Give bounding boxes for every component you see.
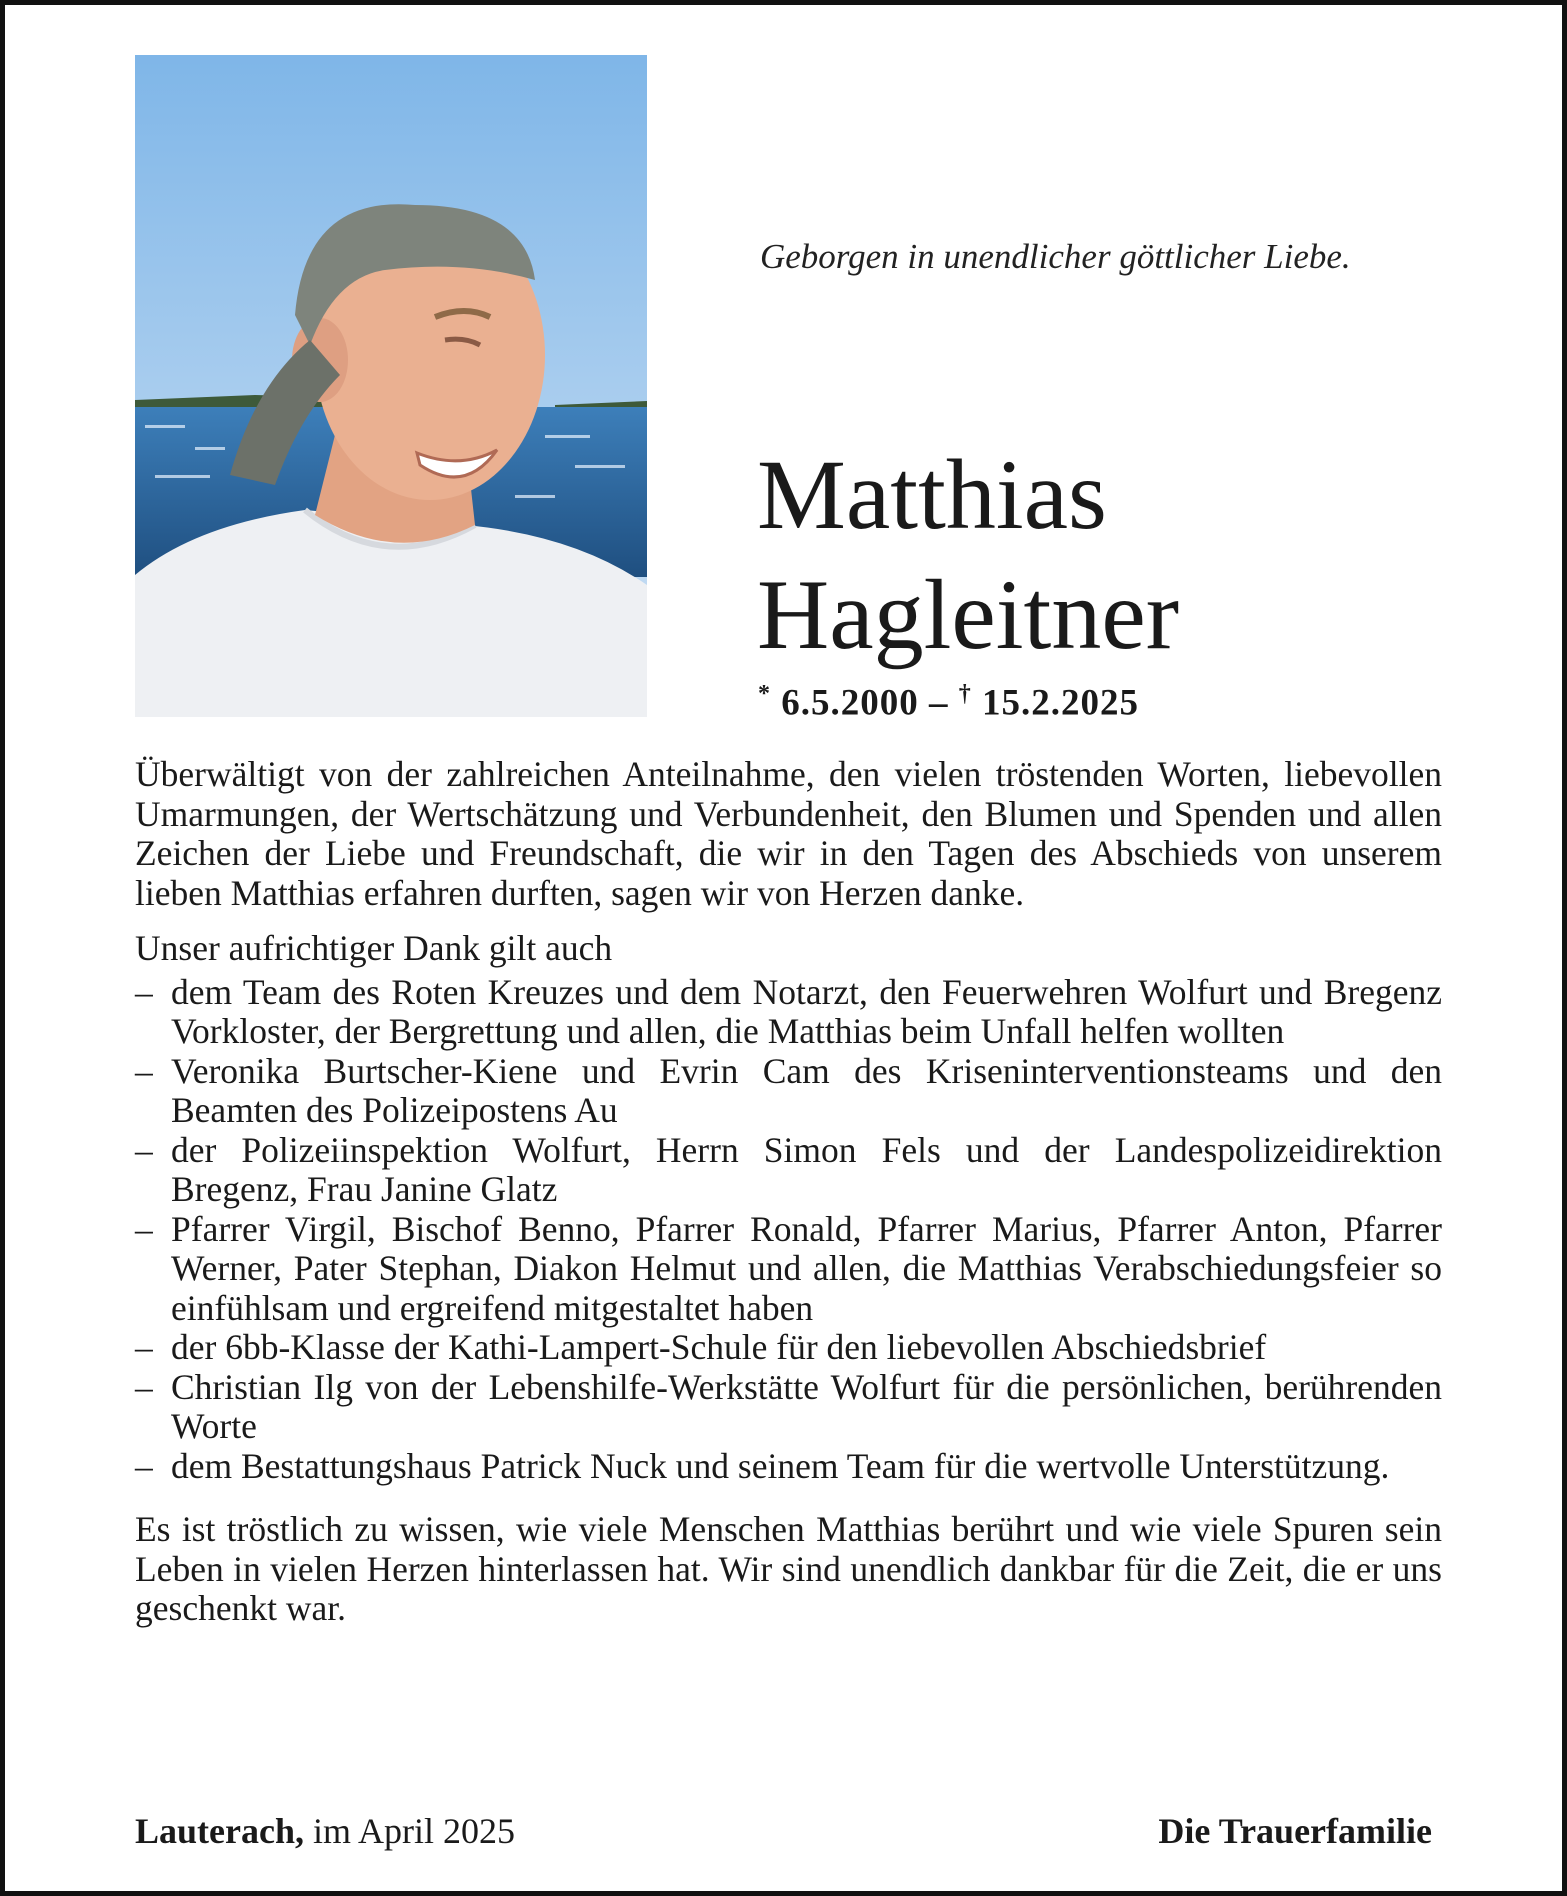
list-item: – dem Bestattungshaus Patrick Nuck und seinem Team für die wertvolle Unterstützung. xyxy=(135,1447,1442,1487)
first-name: Matthias xyxy=(757,439,1107,550)
signature-family: Die Trauerfamilie xyxy=(1158,1811,1432,1851)
list-item: – Christian Ilg von der Lebenshilfe-Werkstätte Wolfurt für die persönlichen, berührenden Worte xyxy=(135,1368,1442,1447)
portrait-photo xyxy=(135,55,647,717)
last-name: Hagleitner xyxy=(757,559,1180,670)
birth-date: 6.5.2000 xyxy=(781,682,919,724)
list-item: – dem Team des Roten Kreuzes und dem Notarzt, den Feuerwehren Wolfurt und Bregenz Vorkloster, der Bergrettung und allen, die Matthias beim Unfall helfen wollten xyxy=(135,973,1442,1052)
signature-place: Lauterach, xyxy=(135,1811,304,1851)
motto: Geborgen in unendlicher göttlicher Liebe. xyxy=(760,237,1351,276)
list-item: – der 6bb-Klasse der Kathi-Lampert-Schule für den liebevollen Abschiedsbrief xyxy=(135,1328,1442,1368)
list-item: – Veronika Burtscher-Kiene und Evrin Cam des Kriseninterventionsteams und den Beamten des Polizeipostens Au xyxy=(135,1052,1442,1131)
life-dates xyxy=(758,681,1139,724)
signature-place-date xyxy=(135,1810,515,1852)
thank-you-text xyxy=(135,755,1442,1629)
death-date: 15.2.2025 xyxy=(982,682,1139,724)
closing-paragraph: Es ist tröstlich zu wissen, wie viele Menschen Matthias berührt und wie viele Spuren sein Leben in vielen Herzen hinterlassen hat. Wir sind unendlich dankbar für die Zeit, die er uns geschenkt war. xyxy=(135,1509,1442,1628)
list-item: – Pfarrer Virgil, Bischof Benno, Pfarrer Ronald, Pfarrer Marius, Pfarrer Anton, Pfarrer Werner, Pater Stephan, Diakon Helmut und allen, die Matthias Verabschiedungsfeier so einfühlsam und ergreifend mitgestaltet haben xyxy=(135,1210,1442,1329)
deceased-name xyxy=(757,435,1179,675)
thanks-intro: Unser aufrichtiger Dank gilt auch xyxy=(135,928,613,968)
thanks-list xyxy=(135,973,1442,1487)
signature-date: im April 2025 xyxy=(312,1811,515,1851)
death-symbol: † xyxy=(958,681,972,707)
portrait-illustration xyxy=(135,55,647,717)
list-item: – der Polizeiinspektion Wolfurt, Herrn Simon Fels und der Landespolizeidirektion Bregenz, Frau Janine Glatz xyxy=(135,1131,1442,1210)
birth-symbol: * xyxy=(758,681,771,707)
gratitude-paragraph: Überwältigt von der zahlreichen Anteilnahme, den vielen tröstenden Worten, liebevollen Umarmungen, der Wertschätzung und Verbundenheit, den Blumen und Spenden und allen Zeichen der Liebe und Freundschaft, die wir in den Tagen des Abschieds von unserem lieben Matthias erfahren durften, sagen wir von Herzen danke. xyxy=(135,754,1442,913)
date-separator: – xyxy=(929,682,949,724)
